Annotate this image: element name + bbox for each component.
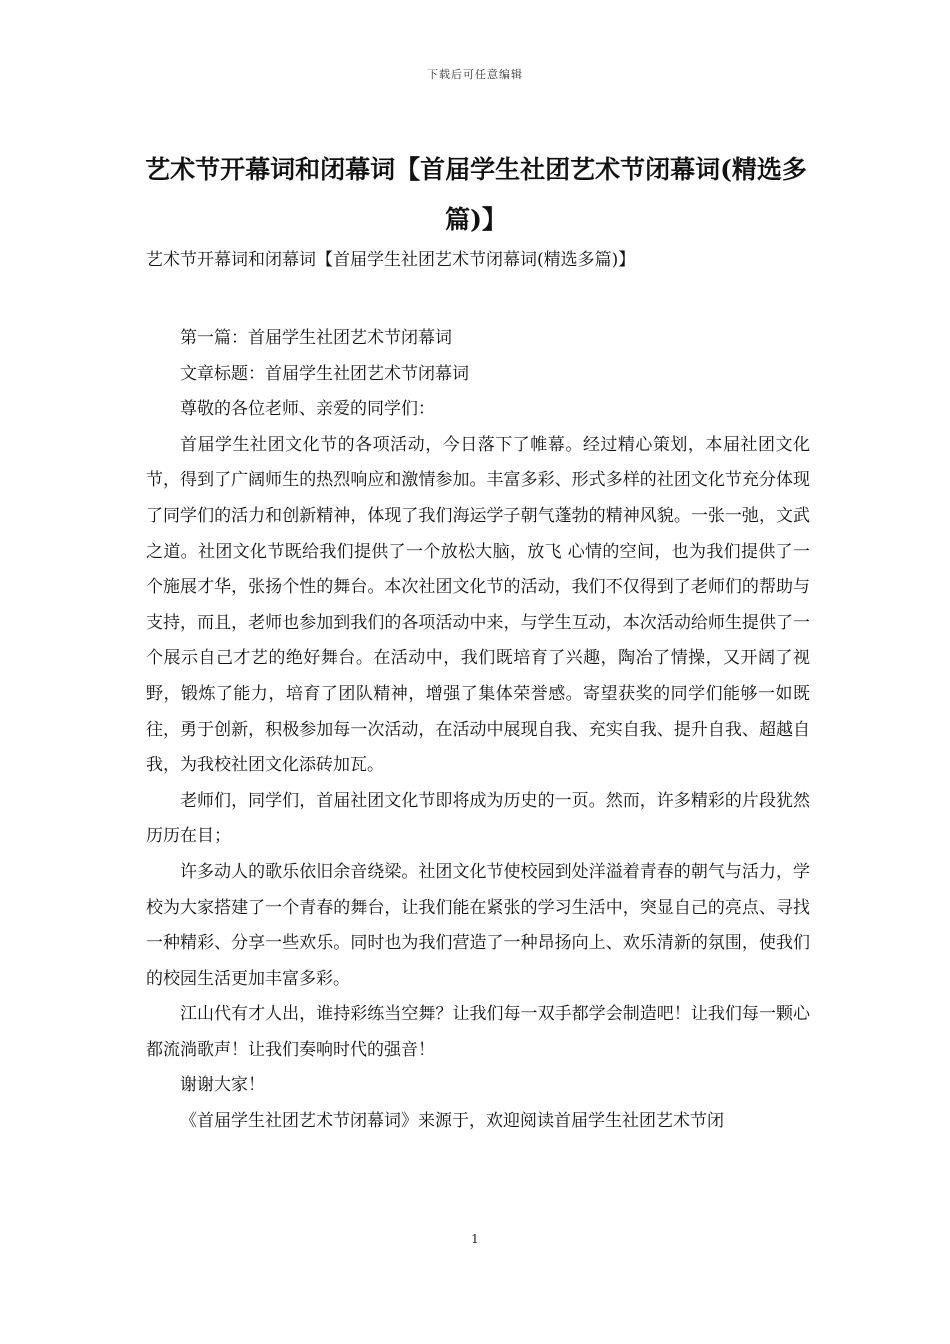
body-paragraph: 老师们，同学们，首届社团文化节即将成为历史的一页。然而，许多精彩的片段犹然历历在目；: [146, 790, 810, 847]
document-subtitle: 艺术节开幕词和闭幕词【首届学生社团艺术节闭幕词(精选多篇)】: [146, 250, 636, 270]
body-paragraph: 谢谢大家！: [180, 1075, 265, 1096]
document-title: 艺术节开幕词和闭幕词【首届学生社团艺术节闭幕词(精选多篇)】: [145, 155, 807, 234]
body-paragraph: 第一篇：首届学生社团艺术节闭幕词: [180, 328, 452, 348]
body-paragraph: 《首届学生社团艺术节闭幕词》来源于，欢迎阅读首届学生社团艺术节闭: [180, 1111, 724, 1132]
body-paragraph: 尊敬的各位老师、亲爱的同学们：: [180, 399, 435, 420]
page-number: 1: [471, 1232, 479, 1246]
page-header-note: 下载后可任意编辑: [427, 68, 523, 81]
document-body: [146, 321, 810, 1140]
body-paragraph: 许多动人的歌乐依旧余音绕梁。社团文化节使校园到处洋溢着青春的朝气与活力，学校为大家搭建了一个青春的舞台，让我们能在紧张的学习生活中，突显自己的亮点、寻找一种精彩、分享一些欢乐。同时也为我们营造了一种昂扬向上、欢乐清新的氛围，使我们的校园生活更加丰富多彩。: [146, 861, 810, 989]
body-paragraph: 首届学生社团文化节的各项活动，今日落下了帷幕。经过精心策划，本届社团文化节，得到了广阔师生的热烈响应和激情参加。丰富多彩、形式多样的社团文化节充分体现了同学们的活力和创新精神，体现了我们海运学子朝气蓬勃的精神风貌。一张一弛，文武之道。社团文化节既给我们提供了一个放松大脑，放飞 心情的空间，也为我们提供了一个施展才华，张扬个性的舞台。本次社团文化节的活动，我们不仅得到了老师们的帮助与支持，而且，老师也参加到我们的各项活动中来，与学生互动，本次活动给师生提供了一个展示自己才艺的绝好舞台。在活动中，我们既培育了兴趣，陶冶了情操，又开阔了视野，锻炼了能力，培育了团队精神，增强了集体荣誉感。寄望获奖的同学们能够一如既往，勇于创新，积极参加每一次活动，在活动中展现自我、充实自我、提升自我、超越自我，为我校社团文化添砖加瓦。: [146, 434, 810, 776]
body-paragraph: 江山代有才人出，谁持彩练当空舞？让我们每一双手都学会制造吧！让我们每一颗心都流淌歌声！让我们奏响时代的强音！: [146, 1004, 810, 1060]
body-paragraph: 文章标题：首届学生社团艺术节闭幕词: [180, 363, 469, 384]
